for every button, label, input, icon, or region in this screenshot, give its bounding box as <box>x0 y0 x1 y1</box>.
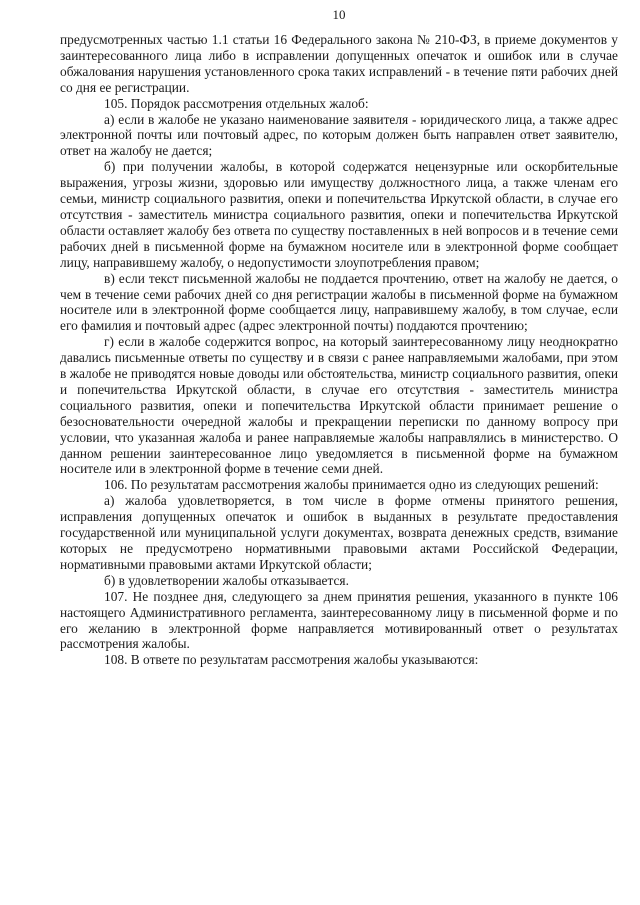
paragraph-106-b: б) в удовлетворении жалобы отказывается. <box>104 572 349 588</box>
paragraph-105-a: а) если в жалобе не указано наименование заявителя - юридического лица, а также адрес электронной почты или почтовый адрес, по которым должен быть направлен ответ заявителю, ответ на жалобу не дается; <box>60 111 618 159</box>
paragraph-105-g: г) если в жалобе содержится вопрос, на который заинтересованному лицу неоднократно давались письменные ответы по существу и в связи с ранее направляемыми жалобами, при этом в жалобе не приводятся новые доводы или обстоятельства, министр социального развития, опеки и попечительства Иркутской области, в случае его отсутствия - заместитель министра социального развития, опеки и попечительства Иркутской области принимает решение о безосновательности очередной жалобы и прекращении переписки по данному вопросу при условии, что указанная жалоба и ранее направляемые жалобы направлялись в министерство. О данном решении заинтересованное лицо уведомляется в письменной форме на бумажном носителе или в электронной форме в течение семи дней. <box>60 334 618 477</box>
paragraph-106-a: а) жалоба удовлетворяется, в том числе в форме отмены принятого решения, исправления допущенных опечаток и ошибок в выданных в результате предоставления государственной или муниципальной услуги документах, возврата денежных средств, взимание которых не предусмотрено нормативными правовыми актами Российской Федерации, нормативными правовыми актами Иркутской области; <box>60 493 618 572</box>
paragraph-107: 107. Не позднее дня, следующего за днем принятия решения, указанного в пункте 106 настоящего Административного регламента, заинтересованному лицу в письменной форме и по его желанию в электронной форме направляется мотивированный ответ о результатах рассмотрения жалобы. <box>60 588 618 652</box>
paragraph-105-heading: 105. Порядок рассмотрения отдельных жалоб: <box>104 95 369 111</box>
paragraph-108: 108. В ответе по результатам рассмотрения жалобы указываются: <box>104 652 479 668</box>
paragraph-105-v: в) если текст письменной жалобы не поддается прочтению, ответ на жалобу не дается, о чем в течение семи рабочих дней со дня регистрации жалобы в письменной форме на бумажном носителе или в электронной форме сообщается лицу, направившему жалобу, в том случае, если его фамилия и почтовый адрес (адрес электронной почты) поддаются прочтению; <box>60 270 618 334</box>
paragraph-continuation: предусмотренных частью 1.1 статьи 16 Федерального закона № 210-ФЗ, в приеме документов у заинтересованного лица либо в исправлении допущенных опечаток и ошибок или в случае обжалования нарушения установленного срока таких исправлений - в течение пяти рабочих дней со дня ее регистрации. <box>60 32 618 95</box>
paragraph-105-b: б) при получении жалобы, в которой содержатся нецензурные или оскорбительные выражения, угрозы жизни, здоровью или имуществу должностного лица, а также членам его семьи, министр социального развития, опеки и попечительства Иркутской области, в случае его отсутствия - заместитель министра социального развития, опеки и попечительства Иркутской области оставляет жалобу без ответа по существу поставленных в ней вопросов и в течение семи рабочих дней в письменной форме на бумажном носителе или в электронной форме сообщает лицу, направившему жалобу, о недопустимости злоупотребления правом; <box>60 159 618 270</box>
page-number: 10 <box>332 7 346 22</box>
paragraph-106-heading: 106. По результатам рассмотрения жалобы принимается одно из следующих решений: <box>104 477 599 493</box>
